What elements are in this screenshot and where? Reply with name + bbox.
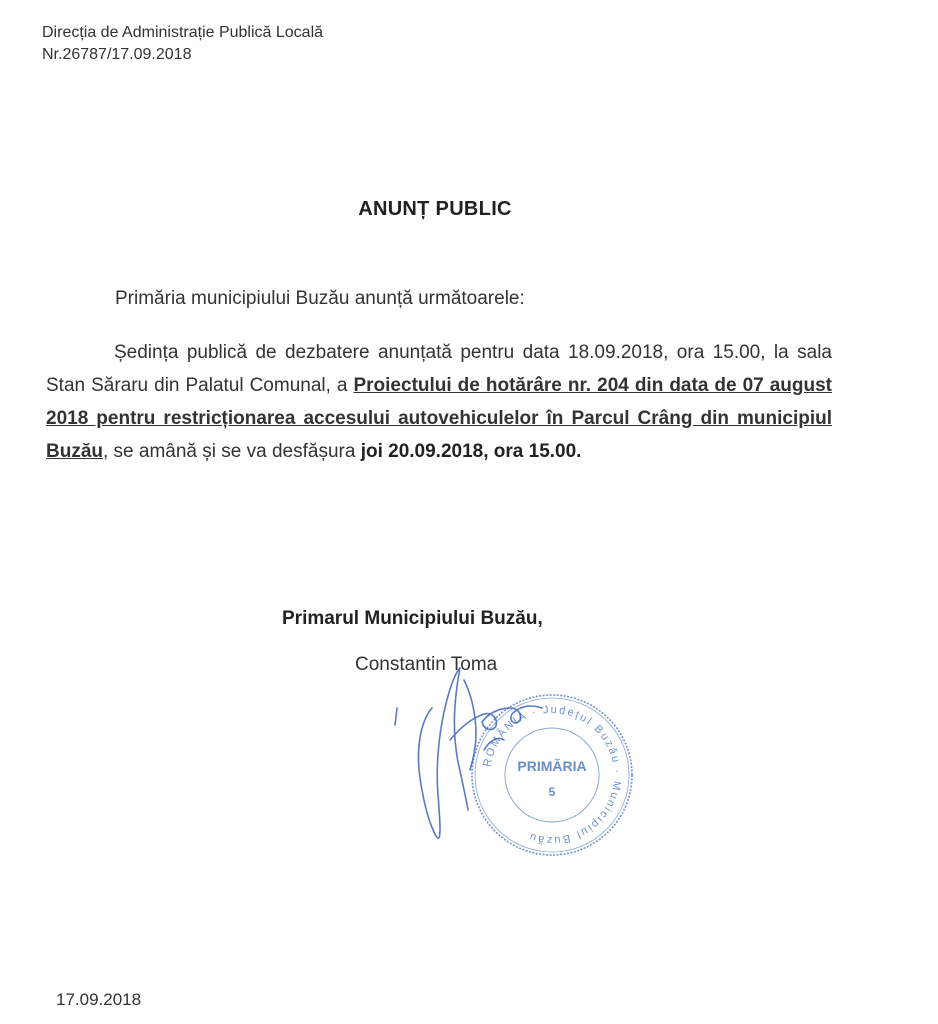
- signatory-name: Constantin Toma: [355, 654, 498, 675]
- project-title: Proiectului de hotărâre nr. 204 din data de 07 august 2018 pentru restricționarea accesului autovehiculelor în Parcul Crâng din municipiul Buzău: [46, 375, 832, 462]
- new-date: joi 20.09.2018, ora 15.00.: [360, 441, 582, 462]
- intro-line: Primăria municipiului Buzău anunță următoarele:: [115, 288, 525, 309]
- body-text-part1: Ședința publică de dezbatere anunțată pentru data 18.09.2018, ora 15.00, la sala Stan Săraru din Palatul Comunal, a: [46, 342, 832, 396]
- signatory-title: Primarul Municipiului Buzău,: [282, 608, 543, 629]
- body-text-part2: , se amână și se va desfășura: [103, 441, 361, 462]
- document-header: [42, 22, 323, 66]
- handwritten-signature: [380, 600, 580, 870]
- stamp-center-text: PRIMĂRIA: [517, 758, 587, 774]
- footer-date: 17.09.2018: [56, 990, 142, 1009]
- document-title: ANUNȚ PUBLIC: [358, 198, 512, 220]
- stamp-ring-text: ROMÂNIA · Județul Buzău · Municipiul Buzău: [481, 703, 624, 847]
- stamp-number: 5: [548, 785, 556, 799]
- institution-name: Direcția de Administrație Publică Locală: [42, 24, 324, 41]
- reference-number: Nr.26787/17.09.2018: [42, 46, 192, 63]
- announcement-body: [46, 336, 832, 468]
